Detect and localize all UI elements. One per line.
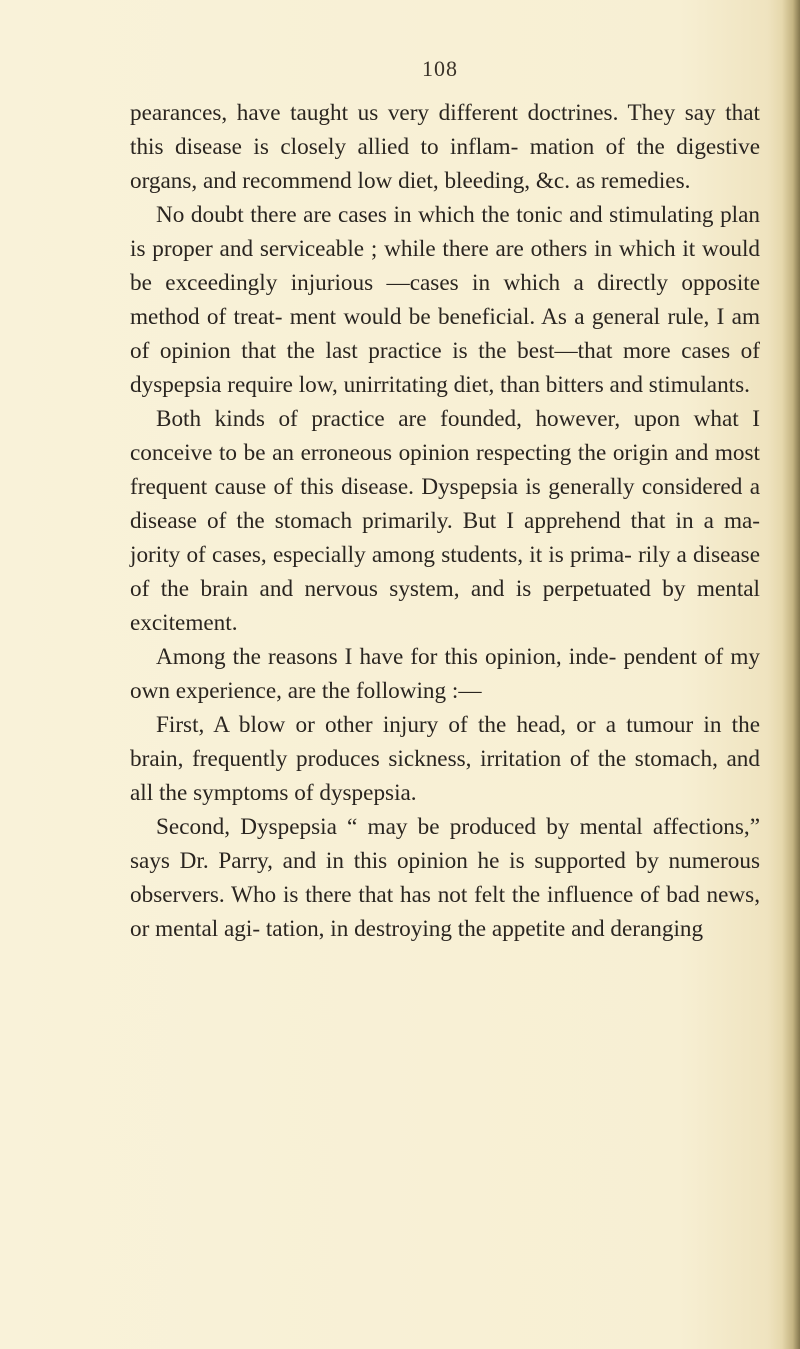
page-number: 108 — [422, 56, 458, 81]
paragraph-4: Among the reasons I have for this opinion, inde- pendent of my own experience, are the following :— — [130, 644, 760, 704]
page-edge-shadow — [782, 0, 800, 1349]
paragraph-6: Second, Dyspepsia “ may be produced by mental affections,” says Dr. Parry, and in this opinion he is supported by numerous observers. Who is there that has not felt the influence of bad news, or mental agi- tation, in destroying the appetite and deranging — [130, 814, 760, 942]
paragraph-5: First, A blow or other injury of the head, or a tumour in the brain, frequently produces sickness, irritation of the stomach, and all the symptoms of dyspepsia. — [130, 712, 760, 806]
paragraph-3: Both kinds of practice are founded, however, upon what I conceive to be an erroneous opinion respecting the origin and most frequent cause of this disease. Dyspepsia is generally considered a disease of the stomach primarily. But I apprehend that in a ma- jority of cases, especially among students, it is prima- rily a disease of the brain and nervous system, and is perpetuated by mental excitement. — [130, 406, 760, 636]
body-text — [130, 96, 760, 946]
paragraph-1: pearances, have taught us very different doctrines. They say that this disease is closely allied to inflam- mation of the digestive organs, and recommend low diet, bleeding, &c. as remedies. — [130, 100, 760, 194]
paragraph-2: No doubt there are cases in which the tonic and stimulating plan is proper and serviceable ; while there are others in which it would be exceedingly injurious —cases in which a directly opposite method of treat- ment would be beneficial. As a general rule, I am of opinion that the last practice is the best—that more cases of dyspepsia require low, unirritating diet, than bitters and stimulants. — [130, 202, 760, 398]
